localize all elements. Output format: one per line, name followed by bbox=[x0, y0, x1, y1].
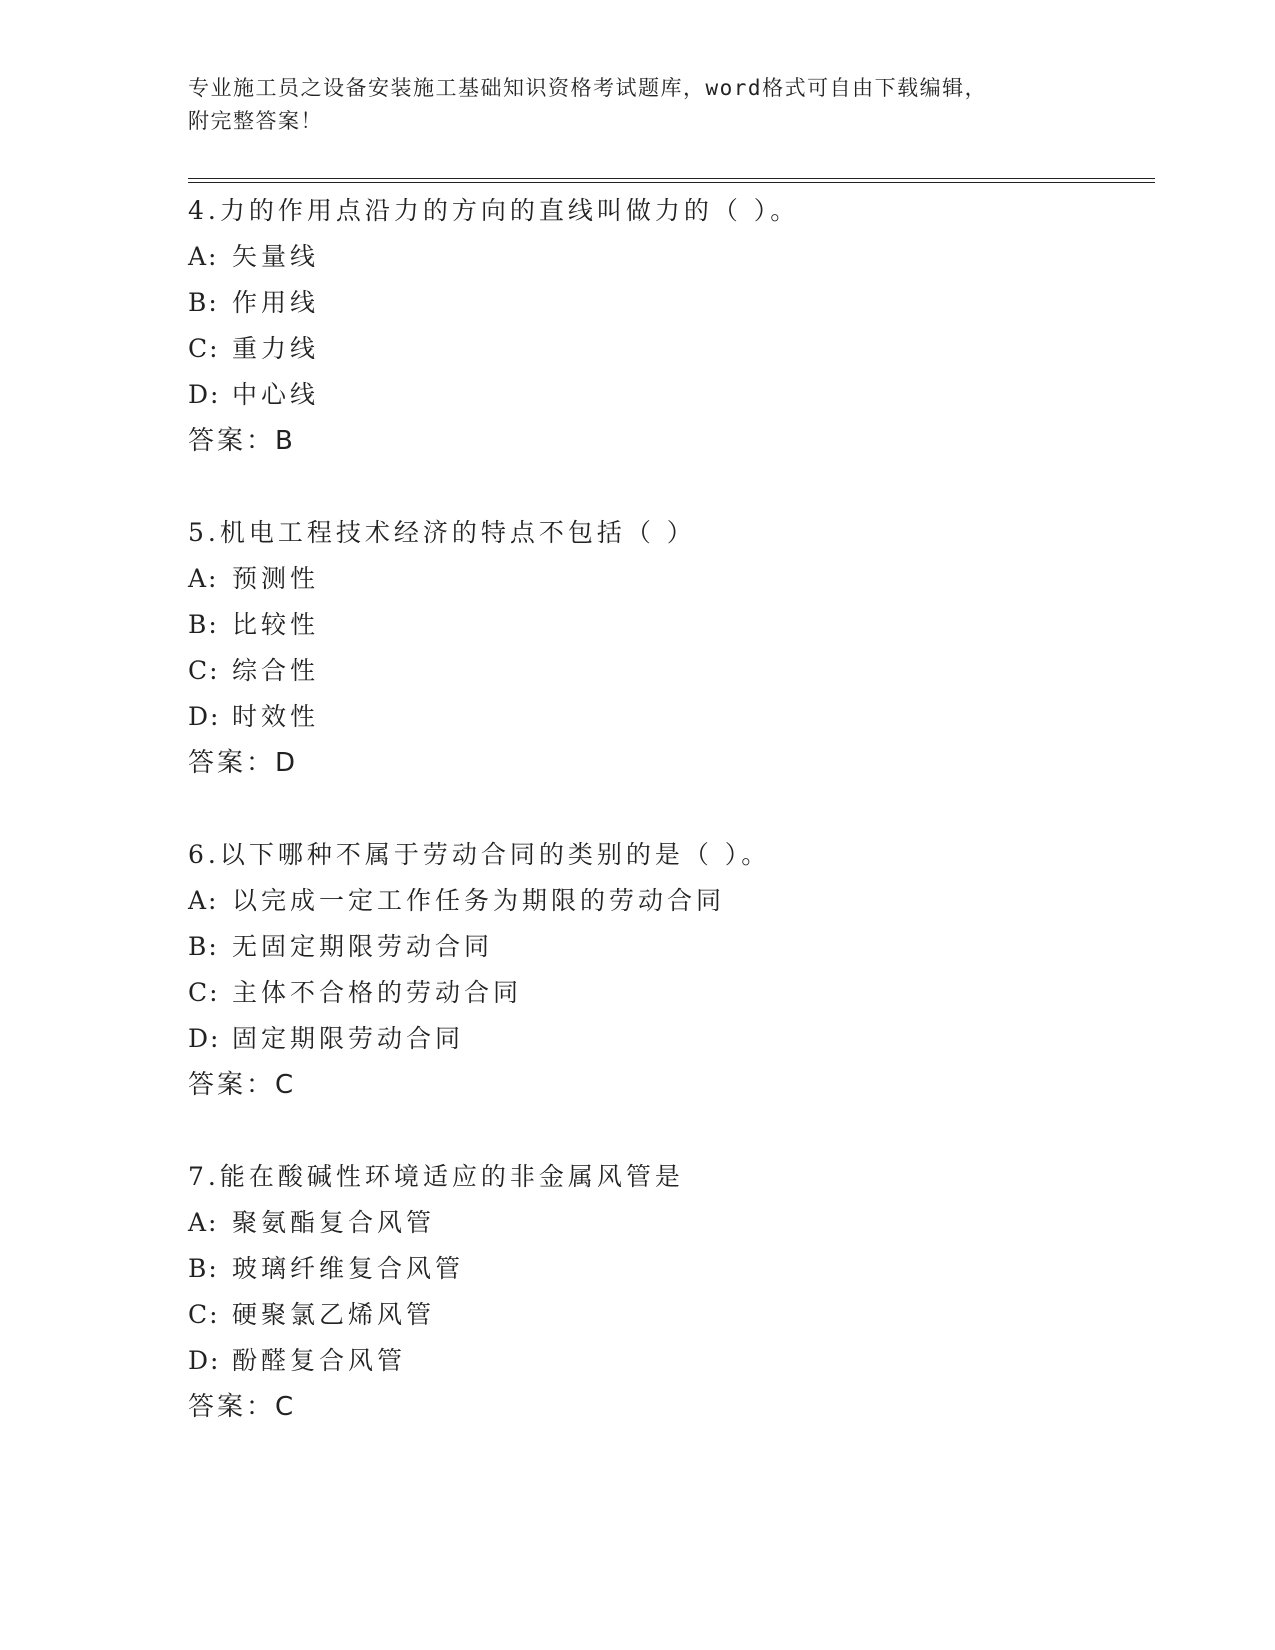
option-d bbox=[188, 1016, 1148, 1062]
option-a bbox=[188, 234, 1148, 280]
option-c bbox=[188, 970, 1148, 1016]
option-text: 作用线 bbox=[232, 288, 320, 317]
option-d bbox=[188, 694, 1148, 740]
option-text: 矢量线 bbox=[232, 242, 320, 271]
question-5 bbox=[188, 510, 1148, 786]
option-d bbox=[188, 372, 1148, 418]
option-letter: D: bbox=[188, 1346, 221, 1375]
option-text: 综合性 bbox=[232, 656, 320, 685]
option-b bbox=[188, 602, 1148, 648]
option-letter: D: bbox=[188, 1024, 221, 1053]
answer-line: 答案：C bbox=[188, 1392, 297, 1422]
option-letter: C: bbox=[188, 334, 220, 363]
option-text: 酚醛复合风管 bbox=[232, 1346, 407, 1375]
option-text: 预测性 bbox=[232, 564, 320, 593]
answer-line: 答案：C bbox=[188, 1070, 297, 1100]
option-b bbox=[188, 1246, 1148, 1292]
option-letter: A: bbox=[188, 1208, 219, 1237]
question-list bbox=[188, 188, 1148, 1476]
option-a bbox=[188, 1200, 1148, 1246]
option-text: 比较性 bbox=[232, 610, 320, 639]
question-7 bbox=[188, 1154, 1148, 1430]
header-line-2: 附完整答案！ bbox=[188, 109, 323, 133]
option-c bbox=[188, 326, 1148, 372]
option-letter: A: bbox=[188, 564, 219, 593]
option-letter: B: bbox=[188, 1254, 219, 1283]
option-text: 中心线 bbox=[232, 380, 320, 409]
option-text: 主体不合格的劳动合同 bbox=[232, 978, 523, 1007]
question-title: 7.能在酸碱性环境适应的非金属风管是 bbox=[188, 1162, 684, 1191]
option-letter: C: bbox=[188, 1300, 220, 1329]
option-letter: A: bbox=[188, 886, 219, 915]
option-text: 时效性 bbox=[232, 702, 320, 731]
option-b bbox=[188, 924, 1148, 970]
option-letter: D: bbox=[188, 702, 221, 731]
option-letter: D: bbox=[188, 380, 221, 409]
question-4 bbox=[188, 188, 1148, 464]
option-text: 无固定期限劳动合同 bbox=[232, 932, 494, 961]
option-letter: C: bbox=[188, 978, 220, 1007]
option-text: 硬聚氯乙烯风管 bbox=[232, 1300, 436, 1329]
option-letter: B: bbox=[188, 932, 219, 961]
option-letter: C: bbox=[188, 656, 220, 685]
header-line-1: 专业施工员之设备安装施工基础知识资格考试题库，word格式可自由下载编辑， bbox=[188, 76, 988, 100]
option-a bbox=[188, 556, 1148, 602]
option-text: 固定期限劳动合同 bbox=[232, 1024, 465, 1053]
question-title: 6.以下哪种不属于劳动合同的类别的是（ ）。 bbox=[188, 840, 771, 869]
option-letter: B: bbox=[188, 610, 219, 639]
option-c bbox=[188, 1292, 1148, 1338]
document-header bbox=[188, 72, 1068, 138]
header-divider-bottom bbox=[188, 182, 1155, 183]
option-b bbox=[188, 280, 1148, 326]
option-letter: B: bbox=[188, 288, 219, 317]
option-text: 重力线 bbox=[232, 334, 320, 363]
answer-line: 答案：B bbox=[188, 426, 296, 456]
option-c bbox=[188, 648, 1148, 694]
header-divider-top bbox=[188, 178, 1155, 179]
option-a bbox=[188, 878, 1148, 924]
question-title: 5.机电工程技术经济的特点不包括（ ） bbox=[188, 518, 696, 547]
option-text: 聚氨酯复合风管 bbox=[232, 1208, 436, 1237]
option-d bbox=[188, 1338, 1148, 1384]
option-text: 玻璃纤维复合风管 bbox=[232, 1254, 465, 1283]
answer-line: 答案：D bbox=[188, 748, 299, 778]
option-letter: A: bbox=[188, 242, 219, 271]
option-text: 以完成一定工作任务为期限的劳动合同 bbox=[232, 886, 726, 915]
question-title: 4.力的作用点沿力的方向的直线叫做力的（ ）。 bbox=[188, 196, 800, 225]
question-6 bbox=[188, 832, 1148, 1108]
